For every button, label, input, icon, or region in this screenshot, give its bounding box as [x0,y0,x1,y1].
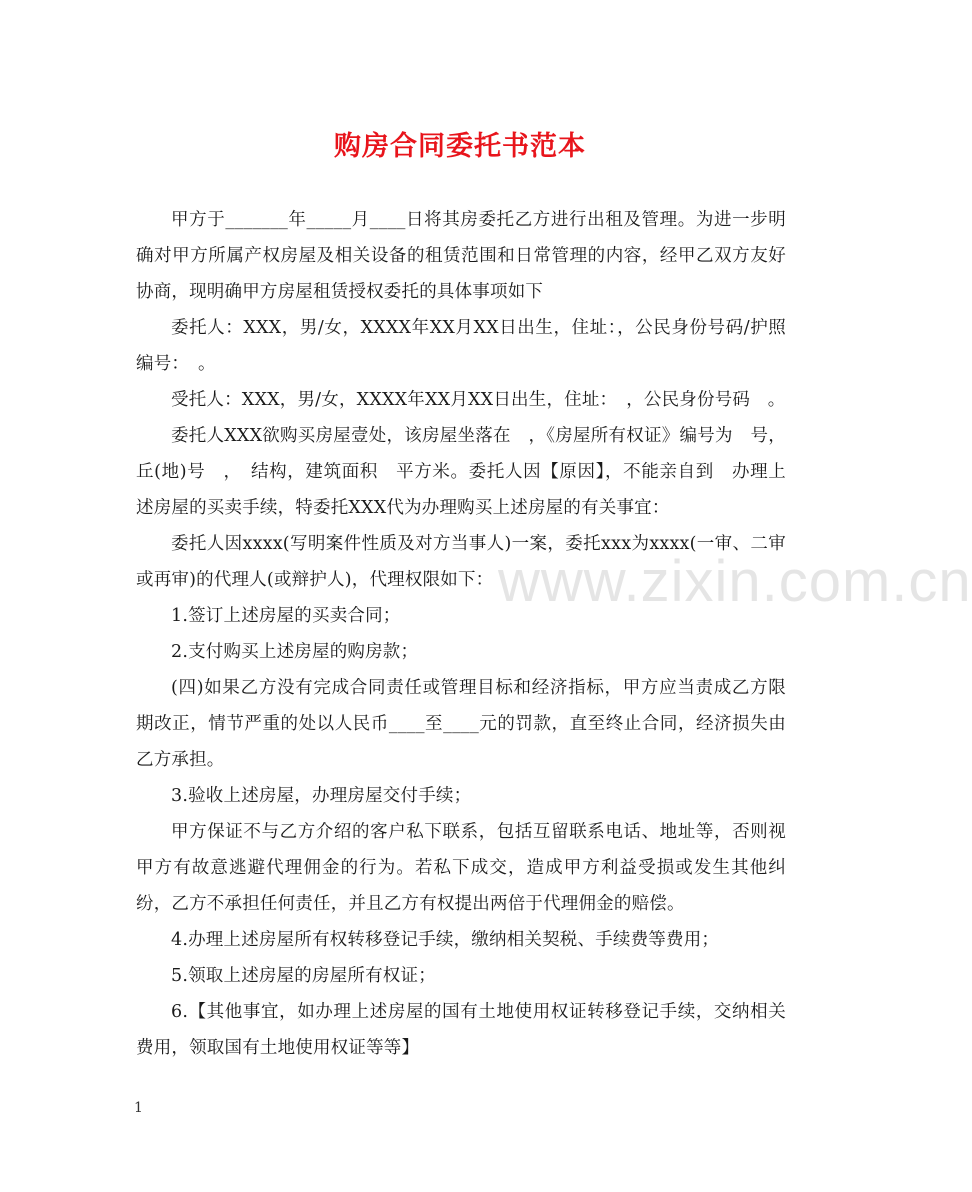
paragraph-intro: 甲方于_______年_____月____日将其房委托乙方进行出租及管理。为进一步明确对甲方所属产权房屋及相关设备的租赁范围和日常管理的内容，经甲乙双方友好协商，现明确甲方房屋租赁授权委托的具体事项如下 [136,210,786,302]
paragraph-agent: 受托人：XXX，男/女，XXXX年XX月XX日出生，住址： ，公民身份号码 。 [171,390,786,410]
paragraph-item-1: 1.签订上述房屋的买卖合同； [171,606,401,626]
paragraph-item-6: 6.【其他事宜，如办理上述房屋的国有土地使用权证转移登记手续，交纳相关费用，领取国有土地使用权证等等】 [136,1002,786,1058]
paragraph-item-5: 5.领取上述房屋的房屋所有权证； [171,966,436,986]
document-title: 购房合同委托书范本 [334,131,586,162]
paragraph-authority: 委托人因xxxx(写明案件性质及对方当事人)一案，委托xxx为xxxx(一审、二审或再审)的代理人(或辩护人)，代理权限如下： [136,534,786,590]
paragraph-property: 委托人XXX欲购买房屋壹处，该房屋坐落在 ，《房屋所有权证》编号为 号，丘(地)号 ， 结构，建筑面积 平方米。委托人因【原因】，不能亲自到 办理上述房屋的买卖手续，特委托XXX代为办理购买上述房屋的有关事宜： [136,426,786,518]
paragraph-item-2: 2.支付购买上述房屋的购房款； [171,642,419,662]
document-body [136,202,786,1066]
page-number: 1 [134,1100,143,1116]
paragraph-principal: 委托人：XXX，男/女，XXXX年XX月XX日出生，住址：，公民身份号码/护照编号： 。 [136,318,786,374]
watermark: www.zixin.com.cn [498,549,972,614]
paragraph-clause-4: (四)如果乙方没有完成合同责任或管理目标和经济指标，甲方应当责成乙方限期改正，情节严重的处以人民币____至____元的罚款，直至终止合同，经济损失由乙方承担。 [136,678,786,770]
paragraph-item-4: 4.办理上述房屋所有权转移登记手续，缴纳相关契税、手续费等费用； [171,930,720,950]
paragraph-guarantee: 甲方保证不与乙方介绍的客户私下联系，包括互留联系电话、地址等，否则视甲方有故意逃避代理佣金的行为。若私下成交，造成甲方利益受损或发生其他纠纷，乙方不承担任何责任，并且乙方有权提出两倍于代理佣金的赔偿。 [136,822,786,914]
paragraph-item-3: 3.验收上述房屋，办理房屋交付手续； [171,786,472,806]
